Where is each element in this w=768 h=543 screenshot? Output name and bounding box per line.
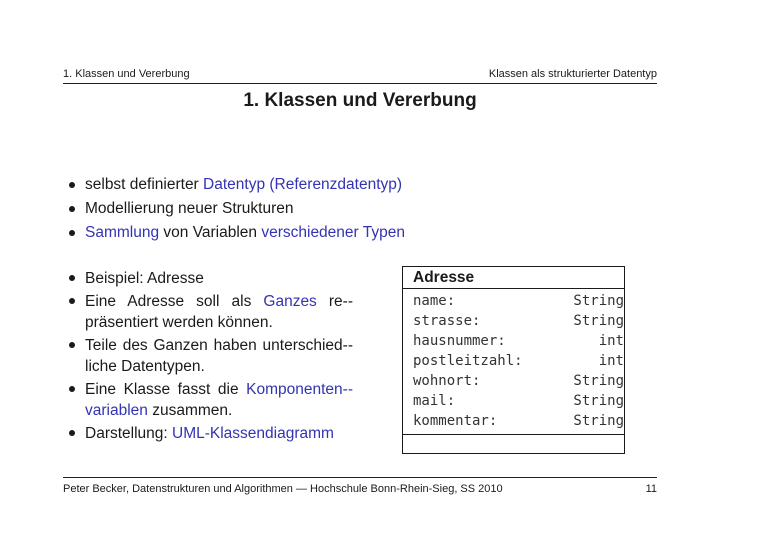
uml-attribute-row: [403, 351, 624, 371]
bullet-item: [63, 291, 353, 333]
bullet-item: [63, 197, 663, 221]
uml-class-diagram: [402, 266, 625, 454]
uml-attribute-row: [403, 371, 624, 391]
bullet-text: Eine Klasse fasst die: [85, 381, 247, 398]
intro-bullet-list: [63, 173, 663, 245]
uml-attribute-type: String: [573, 393, 624, 409]
bullet-item: [63, 221, 663, 245]
bullet-text: selbst definierter: [85, 176, 204, 193]
slide-title: 1. Klassen und Vererbung: [243, 90, 477, 111]
highlighted-term: Komponenten-variablen: [85, 381, 353, 419]
bullet-text: Eine Adresse soll als: [85, 293, 264, 310]
uml-attribute-name: name:: [413, 293, 456, 309]
uml-attribute-type: int: [598, 333, 624, 349]
uml-attribute-type: String: [573, 293, 624, 309]
uml-attribute-type: String: [573, 413, 624, 429]
bullet-text: Beispiel: Adresse: [85, 270, 204, 287]
bullet-text: re-präsentiert werden können.: [85, 293, 353, 331]
bullet-item: [63, 335, 353, 377]
uml-attribute-name: strasse:: [413, 313, 481, 329]
highlighted-term: Datentyp (Referenzdatentyp): [203, 176, 403, 193]
uml-operation-compartment: [403, 435, 624, 453]
highlighted-term: Ganzes: [263, 293, 317, 310]
uml-attribute-row: [403, 311, 624, 331]
uml-attribute-name: mail:: [413, 393, 456, 409]
header-slide-topic: Klassen als strukturierter Datentyp: [488, 68, 657, 80]
uml-attribute-row: [403, 331, 624, 351]
highlighted-term: Sammlung: [85, 224, 160, 241]
uml-attribute-name: postleitzahl:: [413, 353, 523, 369]
header-rule: [63, 83, 657, 84]
uml-attribute-name: hausnummer:: [413, 333, 506, 349]
bullet-text: von Variablen: [159, 224, 262, 241]
bullet-item: [63, 379, 353, 421]
bullet-item: [63, 268, 353, 289]
uml-attribute-row: [403, 391, 624, 411]
bullet-text: Modellierung neuer Strukturen: [85, 200, 294, 217]
uml-attribute-name: kommentar:: [413, 413, 498, 429]
uml-attribute-row: [403, 291, 624, 311]
uml-attribute-type: String: [573, 373, 624, 389]
example-bullet-list: [63, 268, 353, 446]
footer-rule: [63, 477, 657, 478]
uml-attribute-compartment: [403, 289, 624, 435]
highlighted-term: verschiedener Typen: [261, 224, 405, 241]
bullet-item: [63, 173, 663, 197]
uml-attribute-name: wohnort:: [413, 373, 481, 389]
page-number: 11: [645, 483, 657, 495]
uml-class-name: Adresse: [403, 267, 624, 289]
bullet-text: Darstellung:: [85, 425, 173, 442]
header-section-title: 1. Klassen und Vererbung: [63, 68, 190, 80]
bullet-text: zusammen.: [147, 402, 233, 419]
bullet-text: Teile des Ganzen haben unterschied-liche Datentypen.: [85, 337, 353, 375]
uml-attribute-type: String: [573, 313, 624, 329]
footer-citation: Peter Becker, Datenstrukturen und Algorithmen — Hochschule Bonn-Rhein-Sieg, SS 2010: [63, 483, 503, 495]
uml-attribute-row: [403, 411, 624, 431]
bullet-item: [63, 423, 353, 444]
uml-attribute-type: int: [598, 353, 624, 369]
highlighted-term: UML-Klassendiagramm: [172, 425, 334, 442]
